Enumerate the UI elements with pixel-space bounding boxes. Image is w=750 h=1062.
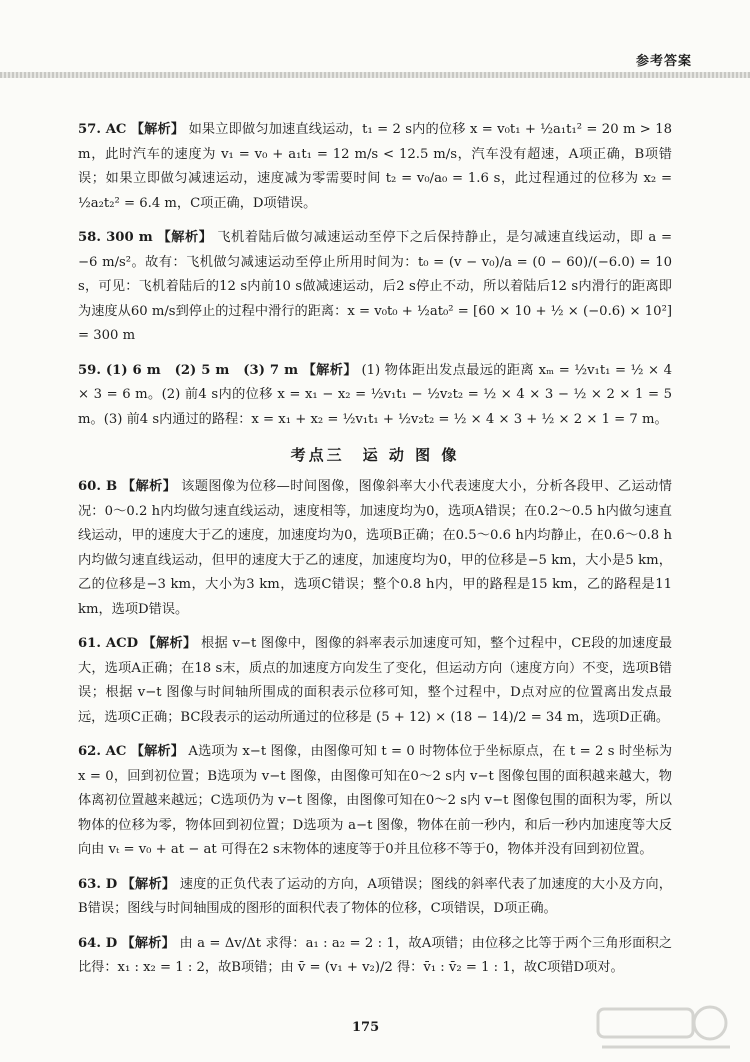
answer-item-61 xyxy=(78,632,672,730)
answer-item-60 xyxy=(78,475,672,622)
answer-item-64 xyxy=(78,932,672,981)
item-text: A选项为 x−t 图像，由图像可知 t = 0 时物体位于坐标原点，在 t = 2 s 时坐标为 x = 0，回到初位置；B选项为 v−t 图像，由图像可知在0～2 s内 v−t 图像包围的面积越来越大，物体离初位置越来越远；C选项仍为 v−t 图像，由图像可知在0～2 s内 v−t 图像包围的面积为零，所以物体的位移为零，物体回到初位置；D选项为 a−t 图像，物体在前一秒内，和后一秒内加速度等大反向由 vₜ = v₀ + at − at 可得在2 s末物体的速度等于0并且位移不等于0，物体并没有回到初位置。 xyxy=(78,744,673,857)
running-header: 参考答案 xyxy=(635,54,692,69)
item-number: 62. AC xyxy=(78,744,127,759)
item-text: (1) 物体距出发点最远的距离 xₘ = ½v₁t₁ = ½ × 4 × 3 = 6 m。(2) 前4 s内的位移 x = x₁ − x₂ = ½v₁t₁ − ½v₂t₂ = ½ × 4 × 3 − ½ × 2 × 1 = 5 m。(3) 前4 s内通过的路程：x = x₁ + x₂ = ½v₁t₁ + ½v₂t₂ = ½ × 4 × 3 + ½ × 2 × 1 = 7 m。 xyxy=(78,362,672,427)
page-number: 175 xyxy=(352,1020,380,1035)
header-rule xyxy=(0,72,750,78)
item-number: 61. ACD xyxy=(78,636,139,651)
answer-item-57 xyxy=(78,118,672,216)
watermark-logo xyxy=(590,1001,740,1056)
answer-content xyxy=(78,118,672,991)
item-number: 59. (1) 6 m (2) 5 m (3) 7 m xyxy=(78,362,299,378)
item-number: 64. D xyxy=(78,935,118,951)
answer-item-59 xyxy=(78,359,672,433)
item-text: 该题图像为位移—时间图像，图像斜率大小代表速度大小，分析各段甲、乙运动情况：0～0.2 h内均做匀速直线运动，速度相等，加速度均为0，选项A错误；在0.2～0.5 h内做匀速直线运动，甲的速度大于乙的速度，加速度均为0，选项B正确；在0.5～0.6 h内均静止，在0.6～0.8 h内均做匀速直线运动，但甲的速度大于乙的速度，加速度均为0，甲的位移是−5 km，大小是5 km，乙的位移是−3 km，大小为3 km，选项C错误；整个0.8 h内，甲的路程是15 km，乙的路程是11 km，选项D错误。 xyxy=(78,479,672,617)
item-number: 63. D xyxy=(78,876,118,892)
analysis-tag: 【解析】 xyxy=(130,122,185,137)
item-number: 58. 300 m xyxy=(78,230,153,245)
item-text: 飞机着陆后做匀减速运动至停下之后保持静止，是匀减速直线运动，即 a = −6 m/s²。故有：飞机做匀减速运动至停止所用时间为：t₀ = (v − v₀)/a = (0 − 60)/(−6.0) = 10 s，可见：飞机着陆后的12 s内前10 s做减速运动，后2 s停止不动，所以着陆后12 s内滑行的距离即为速度从60 m/s到停止的过程中滑行的距离：x = v₀t₀ + ½at₀² = [60 × 10 + ½ × (−0.6) × 10²] = 300 m xyxy=(78,230,673,343)
item-text: 由 a = Δv/Δt 求得：a₁ : a₂ = 2 : 1，故A项错；由位移之比等于两个三角形面积之比得：x₁ : x₂ = 1 : 2，故B项错；由 v̄ = (v₁ + v₂)/2 得：v̄₁ : v̄₂ = 1 : 1，故C项错D项对。 xyxy=(78,935,673,975)
item-text: 如果立即做匀加速直线运动，t₁ = 2 s内的位移 x = v₀t₁ + ½a₁t₁² = 20 m > 18 m，此时汽车的速度为 v₁ = v₀ + a₁t₁ = 12 m/s < 12.5 m/s，汽车没有超速，A项正确，B项错误；如果立即做匀减速运动，速度减为零需要时间 t₂ = v₀/a₀ = 1.6 s，此过程通过的位移为 x₂ = ½a₂t₂² = 6.4 m，C项正确，D项错误。 xyxy=(78,122,672,211)
analysis-tag: 【解析】 xyxy=(302,362,357,378)
answer-item-62 xyxy=(78,740,672,863)
analysis-tag: 【解析】 xyxy=(130,744,185,759)
item-number: 57. AC xyxy=(78,122,127,137)
item-text: 根据 v−t 图像中，图像的斜率表示加速度可知，整个过程中，CE段的加速度最大，选项A正确；在18 s末，质点的加速度方向发生了变化，但运动方向（速度方向）不变，选项B错误；根据 v−t 图像与时间轴所围成的面积表示位移可知，整个过程中，D点对应的位置离出发点最远，选项C正确；BC段表示的运动所通过的位移是 (5 + 12) × (18 − 14)/2 = 34 m，选项D正确。 xyxy=(78,636,673,725)
analysis-tag: 【解析】 xyxy=(157,230,213,245)
item-number: 60. B xyxy=(78,479,118,494)
analysis-tag: 【解析】 xyxy=(121,876,176,892)
analysis-tag: 【解析】 xyxy=(121,479,177,494)
analysis-tag: 【解析】 xyxy=(142,636,197,651)
item-text: 速度的正负代表了运动的方向，A项错误；图线的斜率代表了加速度的大小及方向，B错误；图线与时间轴围成的图形的面积代表了物体的位移，C项错误，D项正确。 xyxy=(78,876,672,916)
answer-item-63 xyxy=(78,873,672,922)
answer-item-58 xyxy=(78,226,672,349)
analysis-tag: 【解析】 xyxy=(121,935,176,951)
section-title: 考点三 运 动 图 像 xyxy=(290,446,460,464)
